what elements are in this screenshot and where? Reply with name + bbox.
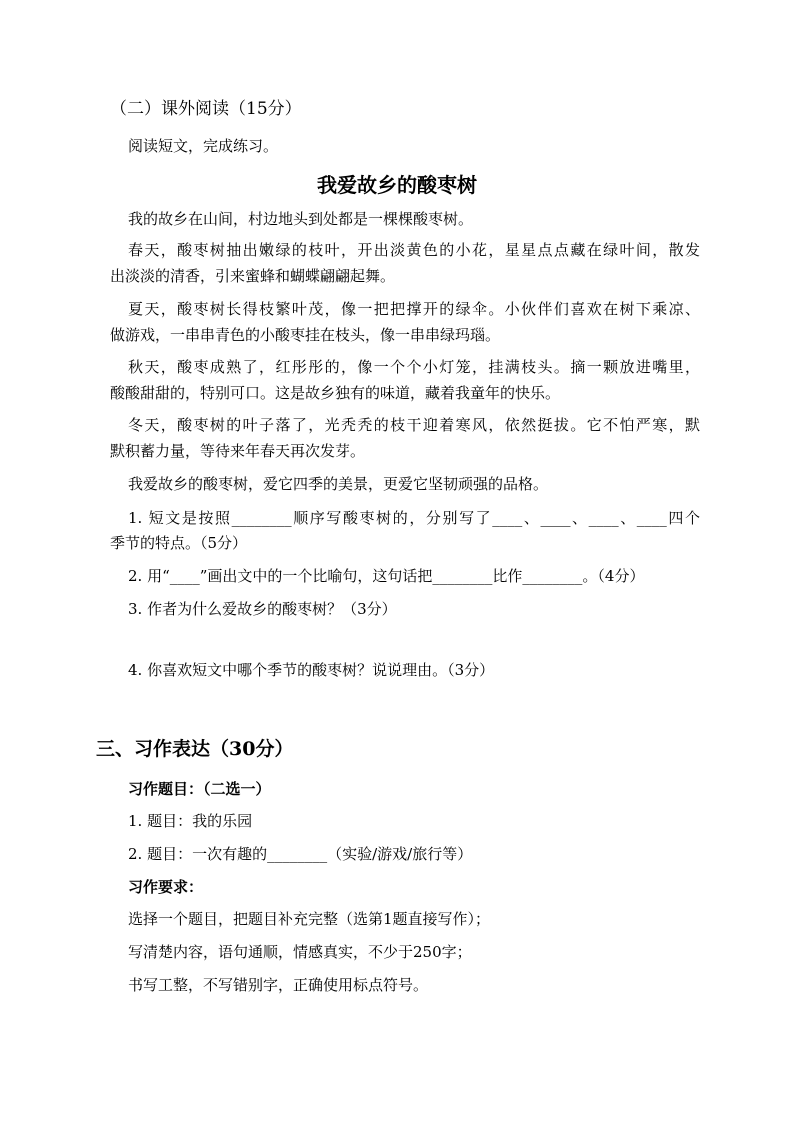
writing-section-heading: 三、习作表达（30分）: [96, 738, 294, 760]
question-1-line-1: 1. 短文是按照________顺序写酸枣树的，分别写了____、____、____、____四个: [128, 509, 700, 527]
passage-paragraph-4-line-2: 酸酸甜甜的，特别可口。这是故乡独有的味道，藏着我童年的快乐。: [110, 384, 561, 402]
writing-requirement-1: 选择一个题目，把题目补充完整（选第1题直接写作）；: [128, 910, 491, 928]
passage-paragraph-2-line-1: 春天，酸枣树抽出嫩绿的枝叶，开出淡黄色的小花，星星点点藏在绿叶间，散发: [128, 241, 700, 259]
passage-paragraph-1: 我的故乡在山间，村边地头到处都是一棵棵酸枣树。: [128, 210, 474, 228]
question-1-line-2: 季节的特点。（5分）: [110, 534, 248, 552]
writing-requirement-3: 书写工整，不写错别字，正确使用标点符号。: [128, 976, 429, 994]
passage-paragraph-6: 我爱故乡的酸枣树，爱它四季的美景，更爱它坚韧顽强的品格。: [128, 475, 549, 493]
reading-section-heading: （二）课外阅读（15分）: [110, 99, 302, 119]
passage-paragraph-4-line-1: 秋天，酸枣成熟了，红彤彤的，像一个个小灯笼，挂满枝头。摘一颗放进嘴里，: [128, 358, 700, 376]
passage-paragraph-5-line-1: 冬天，酸枣树的叶子落了，光秃秃的枝干迎着寒风，依然挺拔。它不怕严寒，默: [128, 416, 700, 434]
question-3: 3. 作者为什么爱故乡的酸枣树？（3分）: [128, 600, 397, 618]
passage-paragraph-3-line-2: 做游戏，一串串青色的小酸枣挂在枝头，像一串串绿玛瑙。: [110, 326, 501, 344]
question-4: 4. 你喜欢短文中哪个季节的酸枣树？说说理由。（3分）: [128, 661, 495, 679]
writing-requirement-2: 写清楚内容，语句通顺，情感真实，不少于250字；: [128, 943, 472, 961]
passage-title: 我爱故乡的酸枣树: [317, 173, 477, 197]
passage-paragraph-5-line-2: 默积蓄力量，等待来年春天再次发芽。: [110, 442, 366, 460]
writing-requirements-label: 习作要求：: [128, 878, 204, 896]
writing-topic-label: 习作题目：（二选一）: [128, 780, 271, 798]
reading-instruction: 阅读短文，完成练习。: [128, 137, 279, 155]
passage-paragraph-2-line-2: 出淡淡的清香，引来蜜蜂和蝴蝶翩翩起舞。: [110, 267, 396, 285]
writing-topic-2: 2. 题目：一次有趣的________（实验/游戏/旅行等）: [128, 845, 473, 863]
question-2: 2. 用“____”画出文中的一个比喻句，这句话把________比作________。（4分）: [128, 567, 645, 585]
passage-paragraph-3-line-1: 夏天，酸枣树长得枝繁叶茂，像一把把撑开的绿伞。小伙伴们喜欢在树下乘凉、: [128, 300, 700, 318]
writing-topic-1: 1. 题目：我的乐园: [128, 812, 253, 830]
